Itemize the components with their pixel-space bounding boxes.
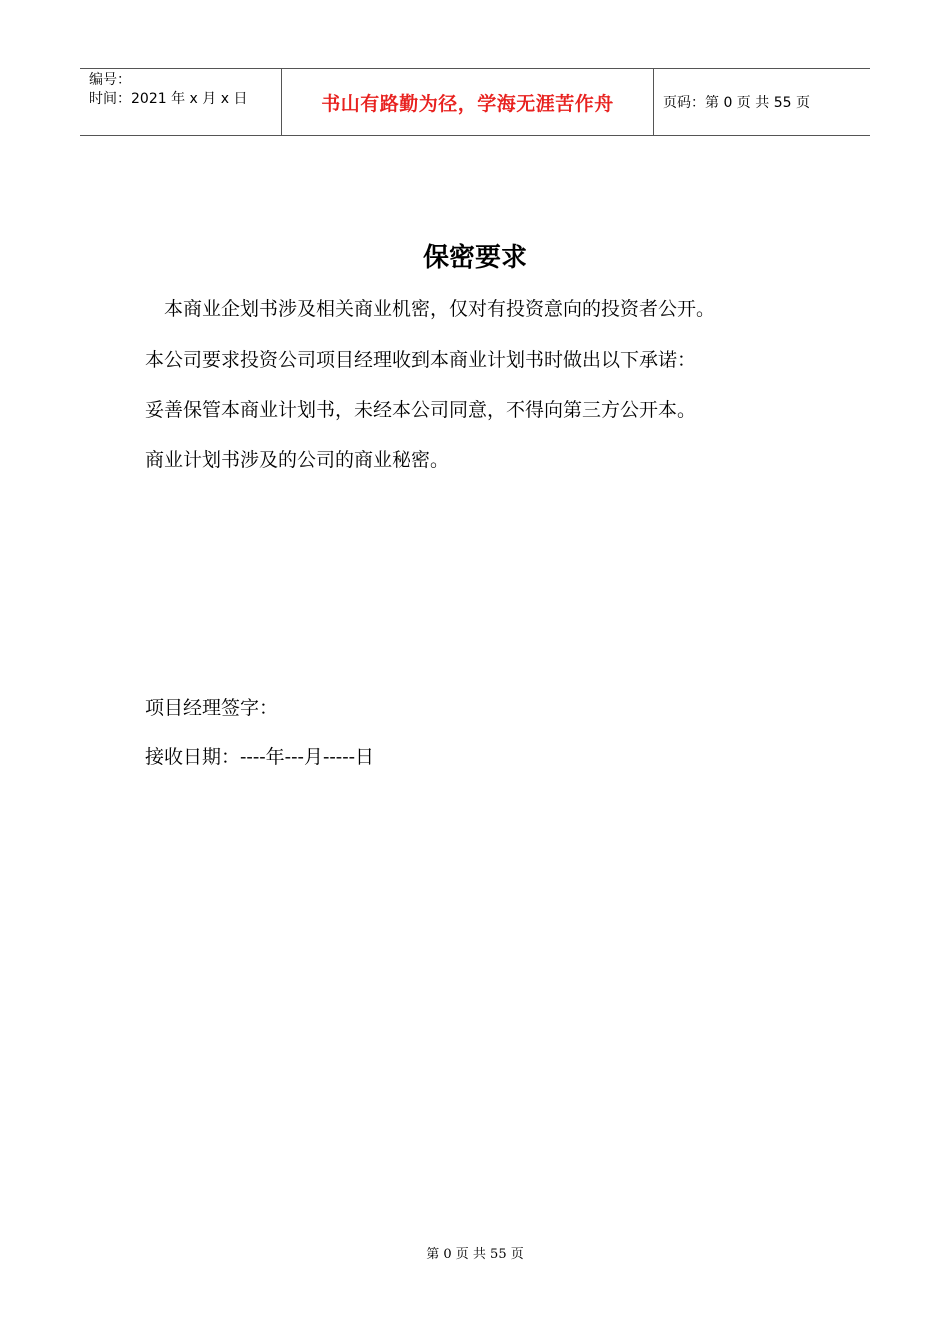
header-table bbox=[80, 68, 870, 136]
page-footer: 第 0 页 共 55 页 bbox=[426, 1247, 524, 1262]
header-meta-cell bbox=[80, 69, 281, 135]
document-number-label: 编号： bbox=[89, 72, 131, 88]
header-page-cell bbox=[654, 69, 870, 135]
header-motto: 书山有路勤为径，学海无涯苦作舟 bbox=[321, 92, 614, 115]
receive-date-label: 接收日期：----年---月-----日 bbox=[145, 746, 375, 768]
manager-signature-label: 项目经理签字： bbox=[145, 697, 279, 719]
paragraph-commitment: 妥善保管本商业计划书，未经本公司同意，不得向第三方公开本。 bbox=[145, 399, 697, 421]
header-motto-cell bbox=[281, 69, 654, 135]
page-title: 保密要求 bbox=[422, 243, 527, 273]
document-date-label: 时间：2021 年 x 月 x 日 bbox=[89, 91, 248, 107]
paragraph-requirement: 本公司要求投资公司项目经理收到本商业计划书时做出以下承诺： bbox=[145, 349, 697, 371]
header-page-info: 页码：第 0 页 共 55 页 bbox=[663, 95, 810, 111]
paragraph-secret: 商业计划书涉及的公司的商业秘密。 bbox=[145, 449, 450, 471]
paragraph-intro: 本商业企划书涉及相关商业机密，仅对有投资意向的投资者公开。 bbox=[145, 298, 716, 320]
